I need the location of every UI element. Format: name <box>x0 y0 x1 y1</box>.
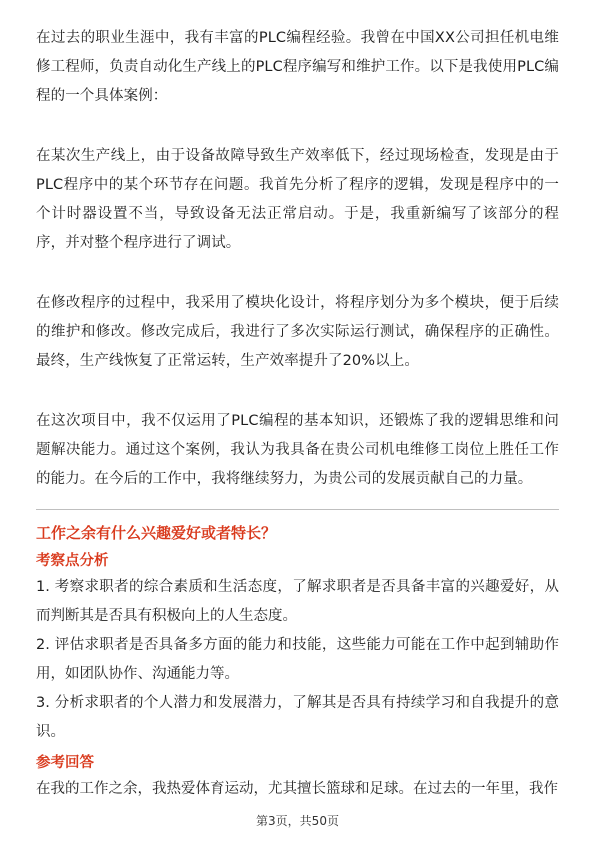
paragraph-spacer <box>36 376 559 407</box>
analysis-item-2: 2. 评估求职者是否具备多方面的能力和技能，这些能力可能在工作中起到辅助作用，如团队协作、沟通能力等。 <box>36 637 559 682</box>
analysis-item-3: 3. 分析求职者的个人潜力和发展潜力，了解其是否具有持续学习和自我提升的意识。 <box>36 695 559 740</box>
paragraph-spacer <box>36 111 559 142</box>
analysis-item-1: 1. 考察求职者的综合素质和生活态度，了解求职者是否具备丰富的兴趣爱好，从而判断其是否具有积极向上的人生态度。 <box>36 579 559 624</box>
page-content <box>36 24 559 804</box>
intro-paragraph-3: 在修改程序的过程中，我采用了模块化设计，将程序划分为多个模块，便于后续的维护和修改。修改完成后，我进行了多次实际运行测试，确保程序的正确性。最终，生产线恢复了正常运转，生产效率提升了20%以上。 <box>36 295 559 369</box>
intro-paragraph-1: 在过去的职业生涯中，我有丰富的PLC编程经验。我曾在中国XX公司担任机电维修工程师，负责自动化生产线上的PLC程序编写和维护工作。以下是我使用PLC编程的一个具体案例： <box>36 30 559 104</box>
intro-paragraph-2: 在某次生产线上，由于设备故障导致生产效率低下，经过现场检查，发现是由于PLC程序中的某个环节存在问题。我首先分析了程序的逻辑，发现是程序中的一个计时器设置不当，导致设备无法正常启动。于是，我重新编写了该部分的程序，并对整个程序进行了调试。 <box>36 148 559 251</box>
paragraph-spacer <box>36 258 559 289</box>
question-title: 工作之余有什么兴趣爱好或者特长？ <box>36 524 277 542</box>
analysis-title: 考察点分析 <box>36 553 109 569</box>
answer-title: 参考回答 <box>36 755 94 771</box>
answer-text: 在我的工作之余，我热爱体育运动，尤其擅长篮球和足球。在过去的一年里，我作 <box>36 781 558 797</box>
page-number-footer: 第3页，共50页 <box>256 814 339 828</box>
intro-paragraph-4: 在这次项目中，我不仅运用了PLC编程的基本知识，还锻炼了我的逻辑思维和问题解决能力。通过这个案例，我认为我具备在贵公司机电维修工岗位上胜任工作的能力。在今后的工作中，我将继续努力，为贵公司的发展贡献自己的力量。 <box>36 413 559 487</box>
section-divider <box>36 509 559 510</box>
